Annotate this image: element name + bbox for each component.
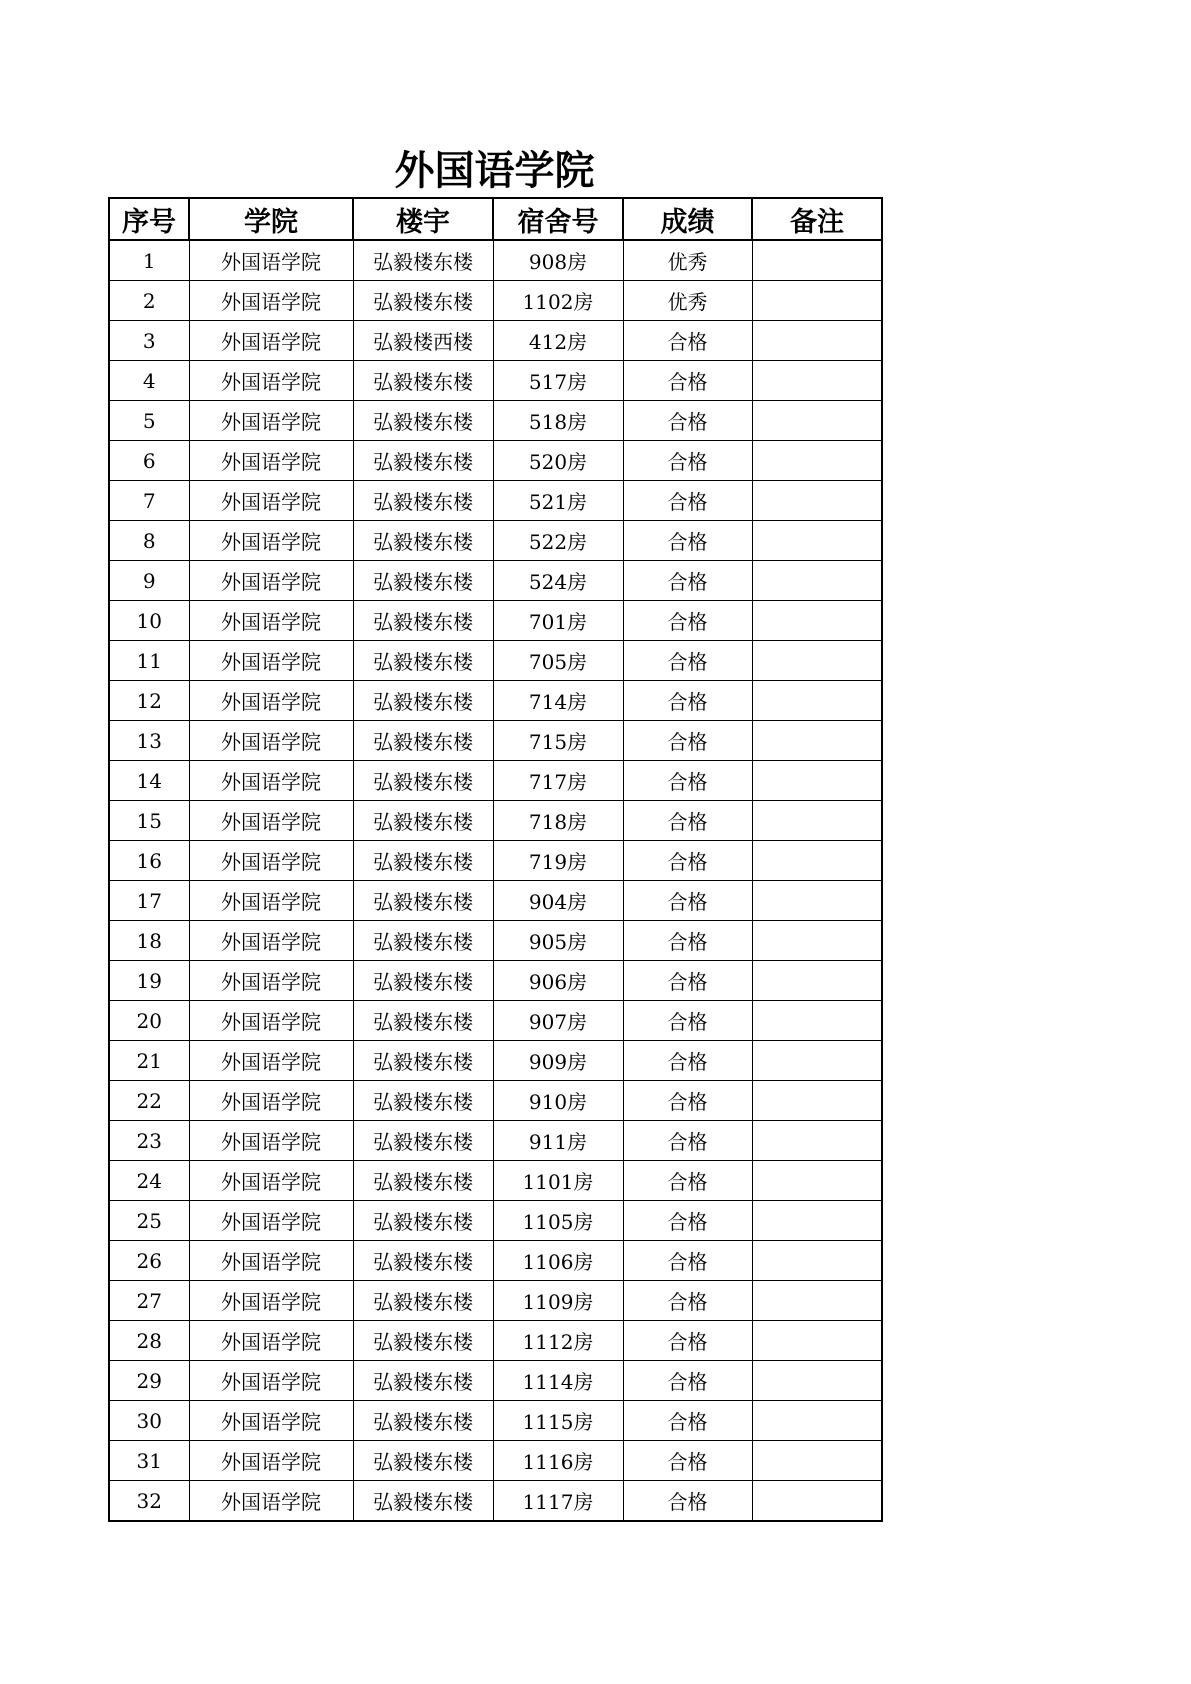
cell-building: 弘毅楼东楼 <box>353 1441 493 1481</box>
cell-remark <box>752 1041 882 1081</box>
cell-remark <box>752 1121 882 1161</box>
cell-room: 1112房 <box>493 1321 623 1361</box>
cell-building: 弘毅楼东楼 <box>353 1321 493 1361</box>
table-row <box>109 961 882 1001</box>
cell-room: 908房 <box>493 240 623 281</box>
cell-college: 外国语学院 <box>189 521 353 561</box>
cell-college: 外国语学院 <box>189 1281 353 1321</box>
cell-building: 弘毅楼东楼 <box>353 1401 493 1441</box>
cell-index: 17 <box>109 881 189 921</box>
cell-college: 外国语学院 <box>189 1121 353 1161</box>
cell-remark <box>752 401 882 441</box>
cell-building: 弘毅楼东楼 <box>353 681 493 721</box>
cell-index: 7 <box>109 481 189 521</box>
cell-remark <box>752 441 882 481</box>
table-body <box>109 240 882 1521</box>
cell-index: 23 <box>109 1121 189 1161</box>
cell-building: 弘毅楼东楼 <box>353 961 493 1001</box>
cell-building: 弘毅楼东楼 <box>353 1241 493 1281</box>
cell-building: 弘毅楼东楼 <box>353 1201 493 1241</box>
cell-college: 外国语学院 <box>189 1481 353 1522</box>
cell-room: 906房 <box>493 961 623 1001</box>
cell-grade: 合格 <box>623 961 752 1001</box>
cell-grade: 合格 <box>623 721 752 761</box>
cell-college: 外国语学院 <box>189 401 353 441</box>
cell-college: 外国语学院 <box>189 681 353 721</box>
table-row <box>109 721 882 761</box>
table-row <box>109 1001 882 1041</box>
cell-grade: 合格 <box>623 1161 752 1201</box>
cell-index: 13 <box>109 721 189 761</box>
cell-index: 19 <box>109 961 189 1001</box>
table-row <box>109 761 882 801</box>
cell-college: 外国语学院 <box>189 1081 353 1121</box>
cell-room: 909房 <box>493 1041 623 1081</box>
table-row <box>109 1281 882 1321</box>
cell-room: 412房 <box>493 321 623 361</box>
cell-college: 外国语学院 <box>189 1441 353 1481</box>
cell-grade: 合格 <box>623 1281 752 1321</box>
cell-room: 905房 <box>493 921 623 961</box>
cell-index: 26 <box>109 1241 189 1281</box>
cell-index: 21 <box>109 1041 189 1081</box>
cell-remark <box>752 881 882 921</box>
cell-remark <box>752 321 882 361</box>
cell-room: 715房 <box>493 721 623 761</box>
cell-room: 911房 <box>493 1121 623 1161</box>
cell-remark <box>752 561 882 601</box>
cell-room: 717房 <box>493 761 623 801</box>
cell-room: 1106房 <box>493 1241 623 1281</box>
table-row <box>109 1321 882 1361</box>
cell-remark <box>752 1201 882 1241</box>
cell-college: 外国语学院 <box>189 361 353 401</box>
cell-room: 520房 <box>493 441 623 481</box>
header-building: 楼宇 <box>353 198 493 240</box>
cell-grade: 合格 <box>623 441 752 481</box>
table-row <box>109 1081 882 1121</box>
cell-grade: 合格 <box>623 1081 752 1121</box>
cell-room: 1102房 <box>493 281 623 321</box>
cell-remark <box>752 481 882 521</box>
cell-grade: 合格 <box>623 1001 752 1041</box>
cell-index: 1 <box>109 240 189 281</box>
cell-building: 弘毅楼东楼 <box>353 881 493 921</box>
cell-room: 910房 <box>493 1081 623 1121</box>
cell-building: 弘毅楼东楼 <box>353 1361 493 1401</box>
cell-room: 1115房 <box>493 1401 623 1441</box>
cell-index: 6 <box>109 441 189 481</box>
cell-building: 弘毅楼东楼 <box>353 561 493 601</box>
table-row <box>109 561 882 601</box>
cell-room: 1109房 <box>493 1281 623 1321</box>
cell-room: 1114房 <box>493 1361 623 1401</box>
cell-grade: 合格 <box>623 1441 752 1481</box>
cell-grade: 合格 <box>623 561 752 601</box>
cell-college: 外国语学院 <box>189 281 353 321</box>
cell-building: 弘毅楼东楼 <box>353 521 493 561</box>
cell-grade: 合格 <box>623 321 752 361</box>
cell-building: 弘毅楼东楼 <box>353 1161 493 1201</box>
cell-remark <box>752 1481 882 1522</box>
cell-grade: 合格 <box>623 921 752 961</box>
cell-index: 14 <box>109 761 189 801</box>
cell-building: 弘毅楼东楼 <box>353 1081 493 1121</box>
cell-index: 8 <box>109 521 189 561</box>
table-row <box>109 1201 882 1241</box>
page-title: 外国语学院 <box>394 148 595 194</box>
cell-remark <box>752 1241 882 1281</box>
cell-building: 弘毅楼东楼 <box>353 801 493 841</box>
cell-remark <box>752 1281 882 1321</box>
table-row <box>109 361 882 401</box>
cell-grade: 合格 <box>623 1321 752 1361</box>
header-index: 序号 <box>109 198 189 240</box>
dormitory-table <box>108 197 883 1522</box>
cell-grade: 合格 <box>623 1481 752 1522</box>
cell-room: 718房 <box>493 801 623 841</box>
cell-index: 27 <box>109 1281 189 1321</box>
cell-remark <box>752 1441 882 1481</box>
cell-room: 1117房 <box>493 1481 623 1522</box>
cell-room: 904房 <box>493 881 623 921</box>
cell-college: 外国语学院 <box>189 961 353 1001</box>
cell-index: 30 <box>109 1401 189 1441</box>
cell-building: 弘毅楼东楼 <box>353 1041 493 1081</box>
cell-grade: 合格 <box>623 681 752 721</box>
cell-index: 3 <box>109 321 189 361</box>
cell-college: 外国语学院 <box>189 841 353 881</box>
cell-index: 31 <box>109 1441 189 1481</box>
cell-college: 外国语学院 <box>189 601 353 641</box>
cell-building: 弘毅楼东楼 <box>353 761 493 801</box>
cell-building: 弘毅楼东楼 <box>353 1281 493 1321</box>
cell-remark <box>752 921 882 961</box>
header-remark: 备注 <box>752 198 882 240</box>
cell-room: 1101房 <box>493 1161 623 1201</box>
table-row <box>109 521 882 561</box>
cell-remark <box>752 721 882 761</box>
cell-grade: 优秀 <box>623 281 752 321</box>
cell-room: 1105房 <box>493 1201 623 1241</box>
header-room: 宿舍号 <box>493 198 623 240</box>
cell-room: 517房 <box>493 361 623 401</box>
cell-room: 521房 <box>493 481 623 521</box>
cell-building: 弘毅楼东楼 <box>353 921 493 961</box>
table-row <box>109 881 882 921</box>
table-row <box>109 240 882 281</box>
cell-grade: 合格 <box>623 1121 752 1161</box>
cell-college: 外国语学院 <box>189 1201 353 1241</box>
cell-remark <box>752 1361 882 1401</box>
cell-grade: 优秀 <box>623 240 752 281</box>
cell-remark <box>752 641 882 681</box>
cell-college: 外国语学院 <box>189 1041 353 1081</box>
cell-remark <box>752 1161 882 1201</box>
cell-grade: 合格 <box>623 1201 752 1241</box>
cell-remark <box>752 841 882 881</box>
cell-room: 1116房 <box>493 1441 623 1481</box>
cell-building: 弘毅楼东楼 <box>353 1121 493 1161</box>
table-row <box>109 601 882 641</box>
cell-grade: 合格 <box>623 1241 752 1281</box>
cell-building: 弘毅楼东楼 <box>353 641 493 681</box>
cell-room: 522房 <box>493 521 623 561</box>
cell-index: 32 <box>109 1481 189 1522</box>
cell-college: 外国语学院 <box>189 1361 353 1401</box>
cell-building: 弘毅楼东楼 <box>353 481 493 521</box>
table-row <box>109 921 882 961</box>
table-row <box>109 281 882 321</box>
header-college: 学院 <box>189 198 353 240</box>
table-row <box>109 441 882 481</box>
cell-building: 弘毅楼东楼 <box>353 240 493 281</box>
cell-room: 907房 <box>493 1001 623 1041</box>
table-row <box>109 1481 882 1522</box>
cell-remark <box>752 521 882 561</box>
cell-index: 25 <box>109 1201 189 1241</box>
cell-index: 28 <box>109 1321 189 1361</box>
cell-remark <box>752 761 882 801</box>
cell-grade: 合格 <box>623 361 752 401</box>
cell-room: 701房 <box>493 601 623 641</box>
cell-room: 714房 <box>493 681 623 721</box>
cell-index: 15 <box>109 801 189 841</box>
cell-grade: 合格 <box>623 841 752 881</box>
cell-room: 518房 <box>493 401 623 441</box>
cell-college: 外国语学院 <box>189 801 353 841</box>
cell-remark <box>752 281 882 321</box>
cell-grade: 合格 <box>623 881 752 921</box>
cell-grade: 合格 <box>623 761 752 801</box>
cell-grade: 合格 <box>623 601 752 641</box>
cell-remark <box>752 961 882 1001</box>
cell-grade: 合格 <box>623 1401 752 1441</box>
cell-index: 4 <box>109 361 189 401</box>
table-row <box>109 801 882 841</box>
cell-index: 2 <box>109 281 189 321</box>
cell-college: 外国语学院 <box>189 1401 353 1441</box>
table-row <box>109 321 882 361</box>
cell-grade: 合格 <box>623 801 752 841</box>
cell-remark <box>752 1401 882 1441</box>
table-row <box>109 681 882 721</box>
table-row <box>109 1361 882 1401</box>
cell-room: 524房 <box>493 561 623 601</box>
cell-index: 22 <box>109 1081 189 1121</box>
table-header-row <box>109 198 882 240</box>
cell-building: 弘毅楼东楼 <box>353 601 493 641</box>
cell-index: 11 <box>109 641 189 681</box>
table-row <box>109 641 882 681</box>
cell-building: 弘毅楼东楼 <box>353 721 493 761</box>
cell-index: 24 <box>109 1161 189 1201</box>
table-row <box>109 481 882 521</box>
table-row <box>109 841 882 881</box>
cell-remark <box>752 601 882 641</box>
cell-college: 外国语学院 <box>189 561 353 601</box>
cell-grade: 合格 <box>623 481 752 521</box>
cell-remark <box>752 681 882 721</box>
cell-grade: 合格 <box>623 521 752 561</box>
cell-remark <box>752 240 882 281</box>
cell-index: 5 <box>109 401 189 441</box>
cell-remark <box>752 801 882 841</box>
cell-college: 外国语学院 <box>189 481 353 521</box>
cell-college: 外国语学院 <box>189 1241 353 1281</box>
cell-remark <box>752 361 882 401</box>
cell-room: 705房 <box>493 641 623 681</box>
cell-grade: 合格 <box>623 401 752 441</box>
cell-grade: 合格 <box>623 1361 752 1401</box>
cell-college: 外国语学院 <box>189 881 353 921</box>
cell-index: 12 <box>109 681 189 721</box>
cell-building: 弘毅楼东楼 <box>353 1001 493 1041</box>
table-row <box>109 1401 882 1441</box>
cell-index: 9 <box>109 561 189 601</box>
cell-building: 弘毅楼东楼 <box>353 1481 493 1522</box>
cell-college: 外国语学院 <box>189 921 353 961</box>
cell-remark <box>752 1321 882 1361</box>
cell-college: 外国语学院 <box>189 1001 353 1041</box>
cell-building: 弘毅楼西楼 <box>353 321 493 361</box>
table-row <box>109 1441 882 1481</box>
cell-index: 20 <box>109 1001 189 1041</box>
table-row <box>109 1241 882 1281</box>
cell-college: 外国语学院 <box>189 1161 353 1201</box>
cell-remark <box>752 1081 882 1121</box>
cell-index: 29 <box>109 1361 189 1401</box>
cell-room: 719房 <box>493 841 623 881</box>
cell-building: 弘毅楼东楼 <box>353 441 493 481</box>
cell-index: 10 <box>109 601 189 641</box>
header-grade: 成绩 <box>623 198 752 240</box>
cell-college: 外国语学院 <box>189 441 353 481</box>
cell-building: 弘毅楼东楼 <box>353 401 493 441</box>
cell-building: 弘毅楼东楼 <box>353 281 493 321</box>
cell-college: 外国语学院 <box>189 240 353 281</box>
cell-building: 弘毅楼东楼 <box>353 361 493 401</box>
cell-college: 外国语学院 <box>189 1321 353 1361</box>
cell-index: 16 <box>109 841 189 881</box>
cell-building: 弘毅楼东楼 <box>353 841 493 881</box>
cell-college: 外国语学院 <box>189 641 353 681</box>
table-row <box>109 1121 882 1161</box>
table-row <box>109 1161 882 1201</box>
table-row <box>109 1041 882 1081</box>
cell-remark <box>752 1001 882 1041</box>
cell-college: 外国语学院 <box>189 321 353 361</box>
cell-grade: 合格 <box>623 641 752 681</box>
table-row <box>109 401 882 441</box>
cell-grade: 合格 <box>623 1041 752 1081</box>
cell-college: 外国语学院 <box>189 761 353 801</box>
cell-college: 外国语学院 <box>189 721 353 761</box>
cell-index: 18 <box>109 921 189 961</box>
